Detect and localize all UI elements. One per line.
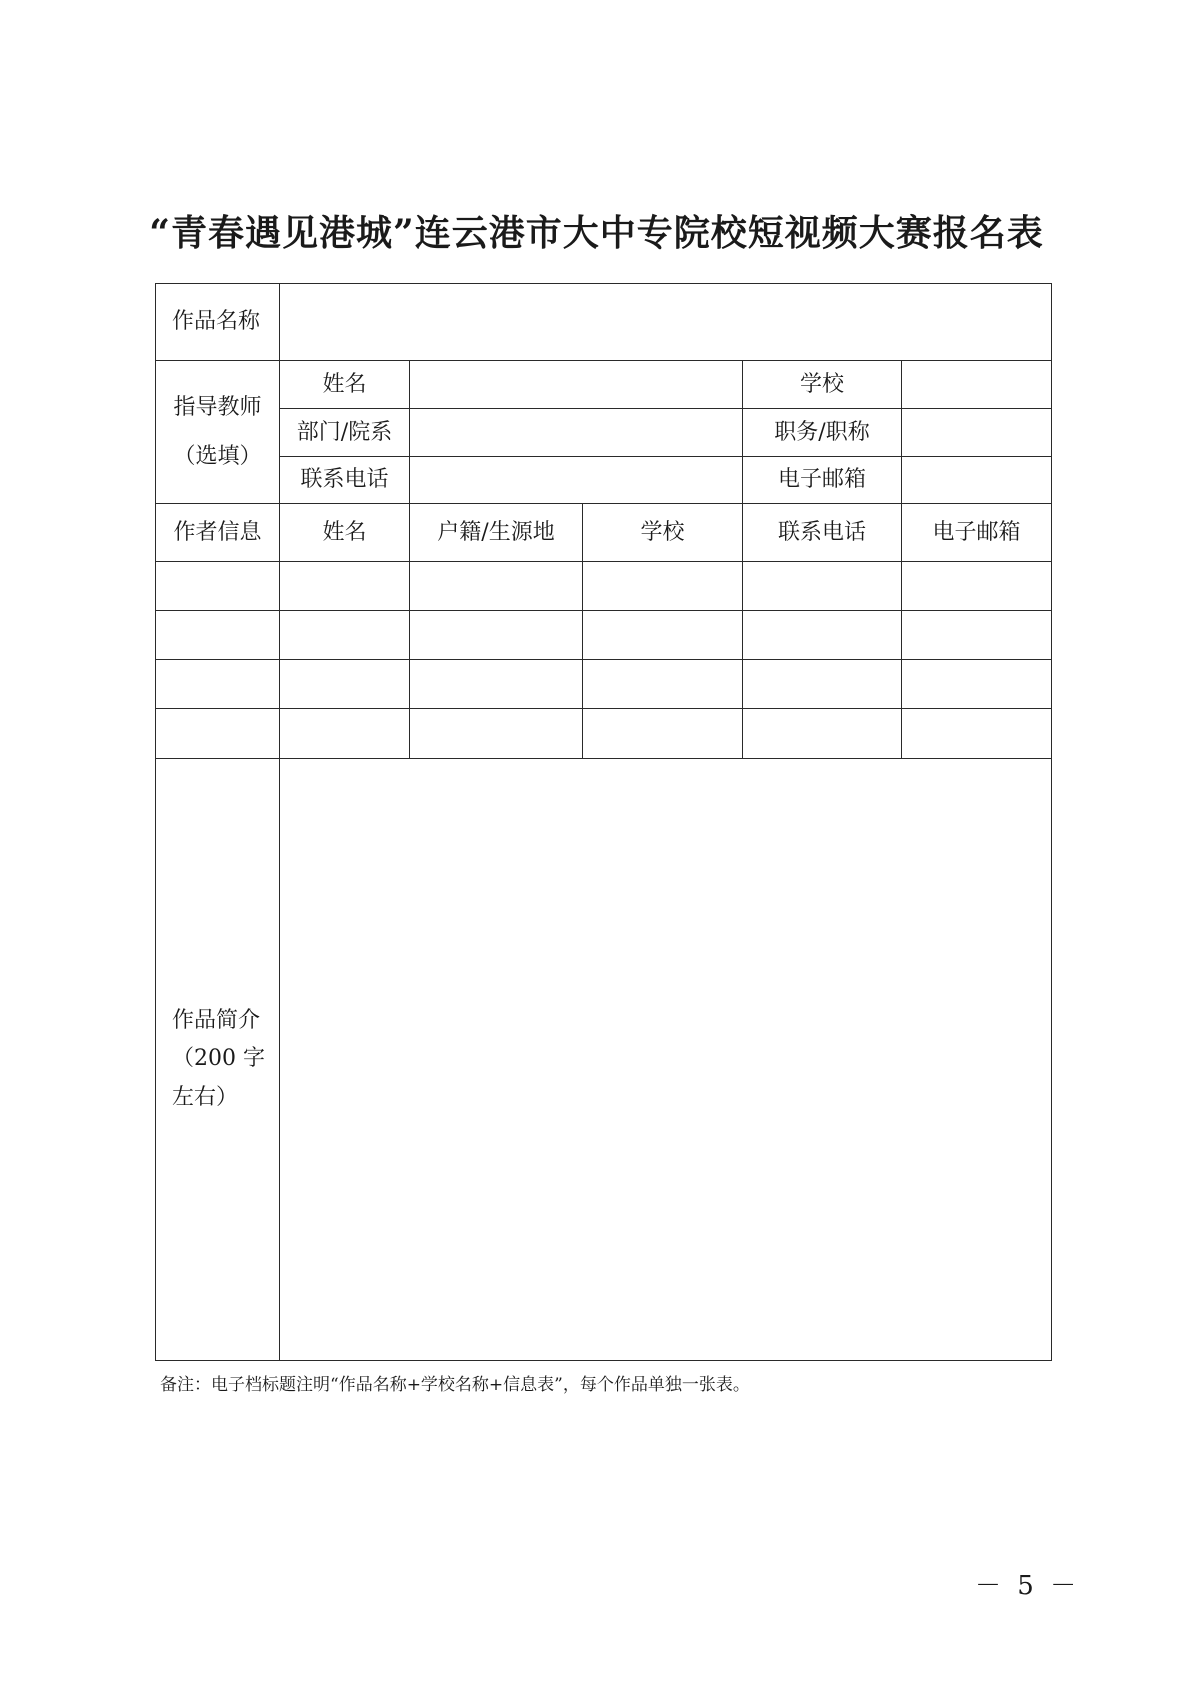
advisor-phone-field[interactable] [410, 457, 743, 504]
author-cell[interactable] [410, 709, 583, 759]
author-col-email: 电子邮箱 [902, 504, 1052, 562]
author-col-name: 姓名 [280, 504, 410, 562]
intro-label-line2: （200 字 [172, 1046, 265, 1072]
advisor-row-2 [156, 409, 1052, 457]
advisor-email-label: 电子邮箱 [743, 457, 902, 504]
author-cell[interactable] [743, 709, 902, 759]
advisor-position-field[interactable] [902, 409, 1052, 457]
author-cell[interactable] [410, 562, 583, 611]
author-cell[interactable] [583, 562, 743, 611]
author-info-label: 作者信息 [156, 504, 280, 562]
advisor-row-1 [156, 361, 1052, 409]
author-cell[interactable] [902, 611, 1052, 660]
author-cell[interactable] [583, 660, 743, 709]
author-col-origin: 户籍/生源地 [410, 504, 583, 562]
advisor-school-field[interactable] [902, 361, 1052, 409]
advisor-label [156, 361, 280, 504]
author-cell[interactable] [280, 562, 410, 611]
advisor-row-3 [156, 457, 1052, 504]
advisor-email-field[interactable] [902, 457, 1052, 504]
work-name-field[interactable] [280, 284, 1052, 361]
author-row [156, 709, 1052, 759]
advisor-label-line1: 指导教师 [173, 394, 262, 420]
advisor-name-field[interactable] [410, 361, 743, 409]
intro-label-line1: 作品简介 [172, 1007, 261, 1033]
author-header-row [156, 504, 1052, 562]
intro-label [156, 759, 280, 1361]
advisor-label-line2: （选填） [173, 444, 262, 469]
author-cell[interactable] [583, 611, 743, 660]
author-cell[interactable] [902, 562, 1052, 611]
author-cell[interactable] [743, 660, 902, 709]
author-cell[interactable] [280, 611, 410, 660]
author-col-school: 学校 [583, 504, 743, 562]
advisor-name-label: 姓名 [280, 361, 410, 409]
advisor-phone-label: 联系电话 [280, 457, 410, 504]
author-cell[interactable] [156, 709, 280, 759]
author-row [156, 562, 1052, 611]
page-number: － 5 － [975, 1571, 1081, 1601]
author-cell[interactable] [410, 611, 583, 660]
author-cell[interactable] [156, 562, 280, 611]
author-cell[interactable] [902, 709, 1052, 759]
author-row [156, 611, 1052, 660]
advisor-dept-label: 部门/院系 [280, 409, 410, 457]
author-cell[interactable] [156, 660, 280, 709]
author-cell[interactable] [743, 611, 902, 660]
intro-row [156, 759, 1052, 1361]
footnote: 备注：电子档标题注明“作品名称+学校名称+信息表”，每个作品单独一张表。 [160, 1375, 750, 1395]
document-title: “青春遇见港城”连云港市大中专院校短视频大赛报名表 [149, 212, 1044, 254]
author-cell[interactable] [410, 660, 583, 709]
work-name-label: 作品名称 [156, 284, 280, 361]
advisor-dept-field[interactable] [410, 409, 743, 457]
advisor-school-label: 学校 [743, 361, 902, 409]
author-cell[interactable] [583, 709, 743, 759]
author-cell[interactable] [280, 709, 410, 759]
registration-form-table [155, 283, 1052, 1361]
author-cell[interactable] [743, 562, 902, 611]
work-name-row [156, 284, 1052, 361]
advisor-position-label: 职务/职称 [743, 409, 902, 457]
author-cell[interactable] [156, 611, 280, 660]
author-cell[interactable] [280, 660, 410, 709]
author-row [156, 660, 1052, 709]
author-cell[interactable] [902, 660, 1052, 709]
intro-field[interactable] [280, 759, 1052, 1361]
author-col-phone: 联系电话 [743, 504, 902, 562]
intro-label-line3: 左右） [172, 1084, 239, 1110]
